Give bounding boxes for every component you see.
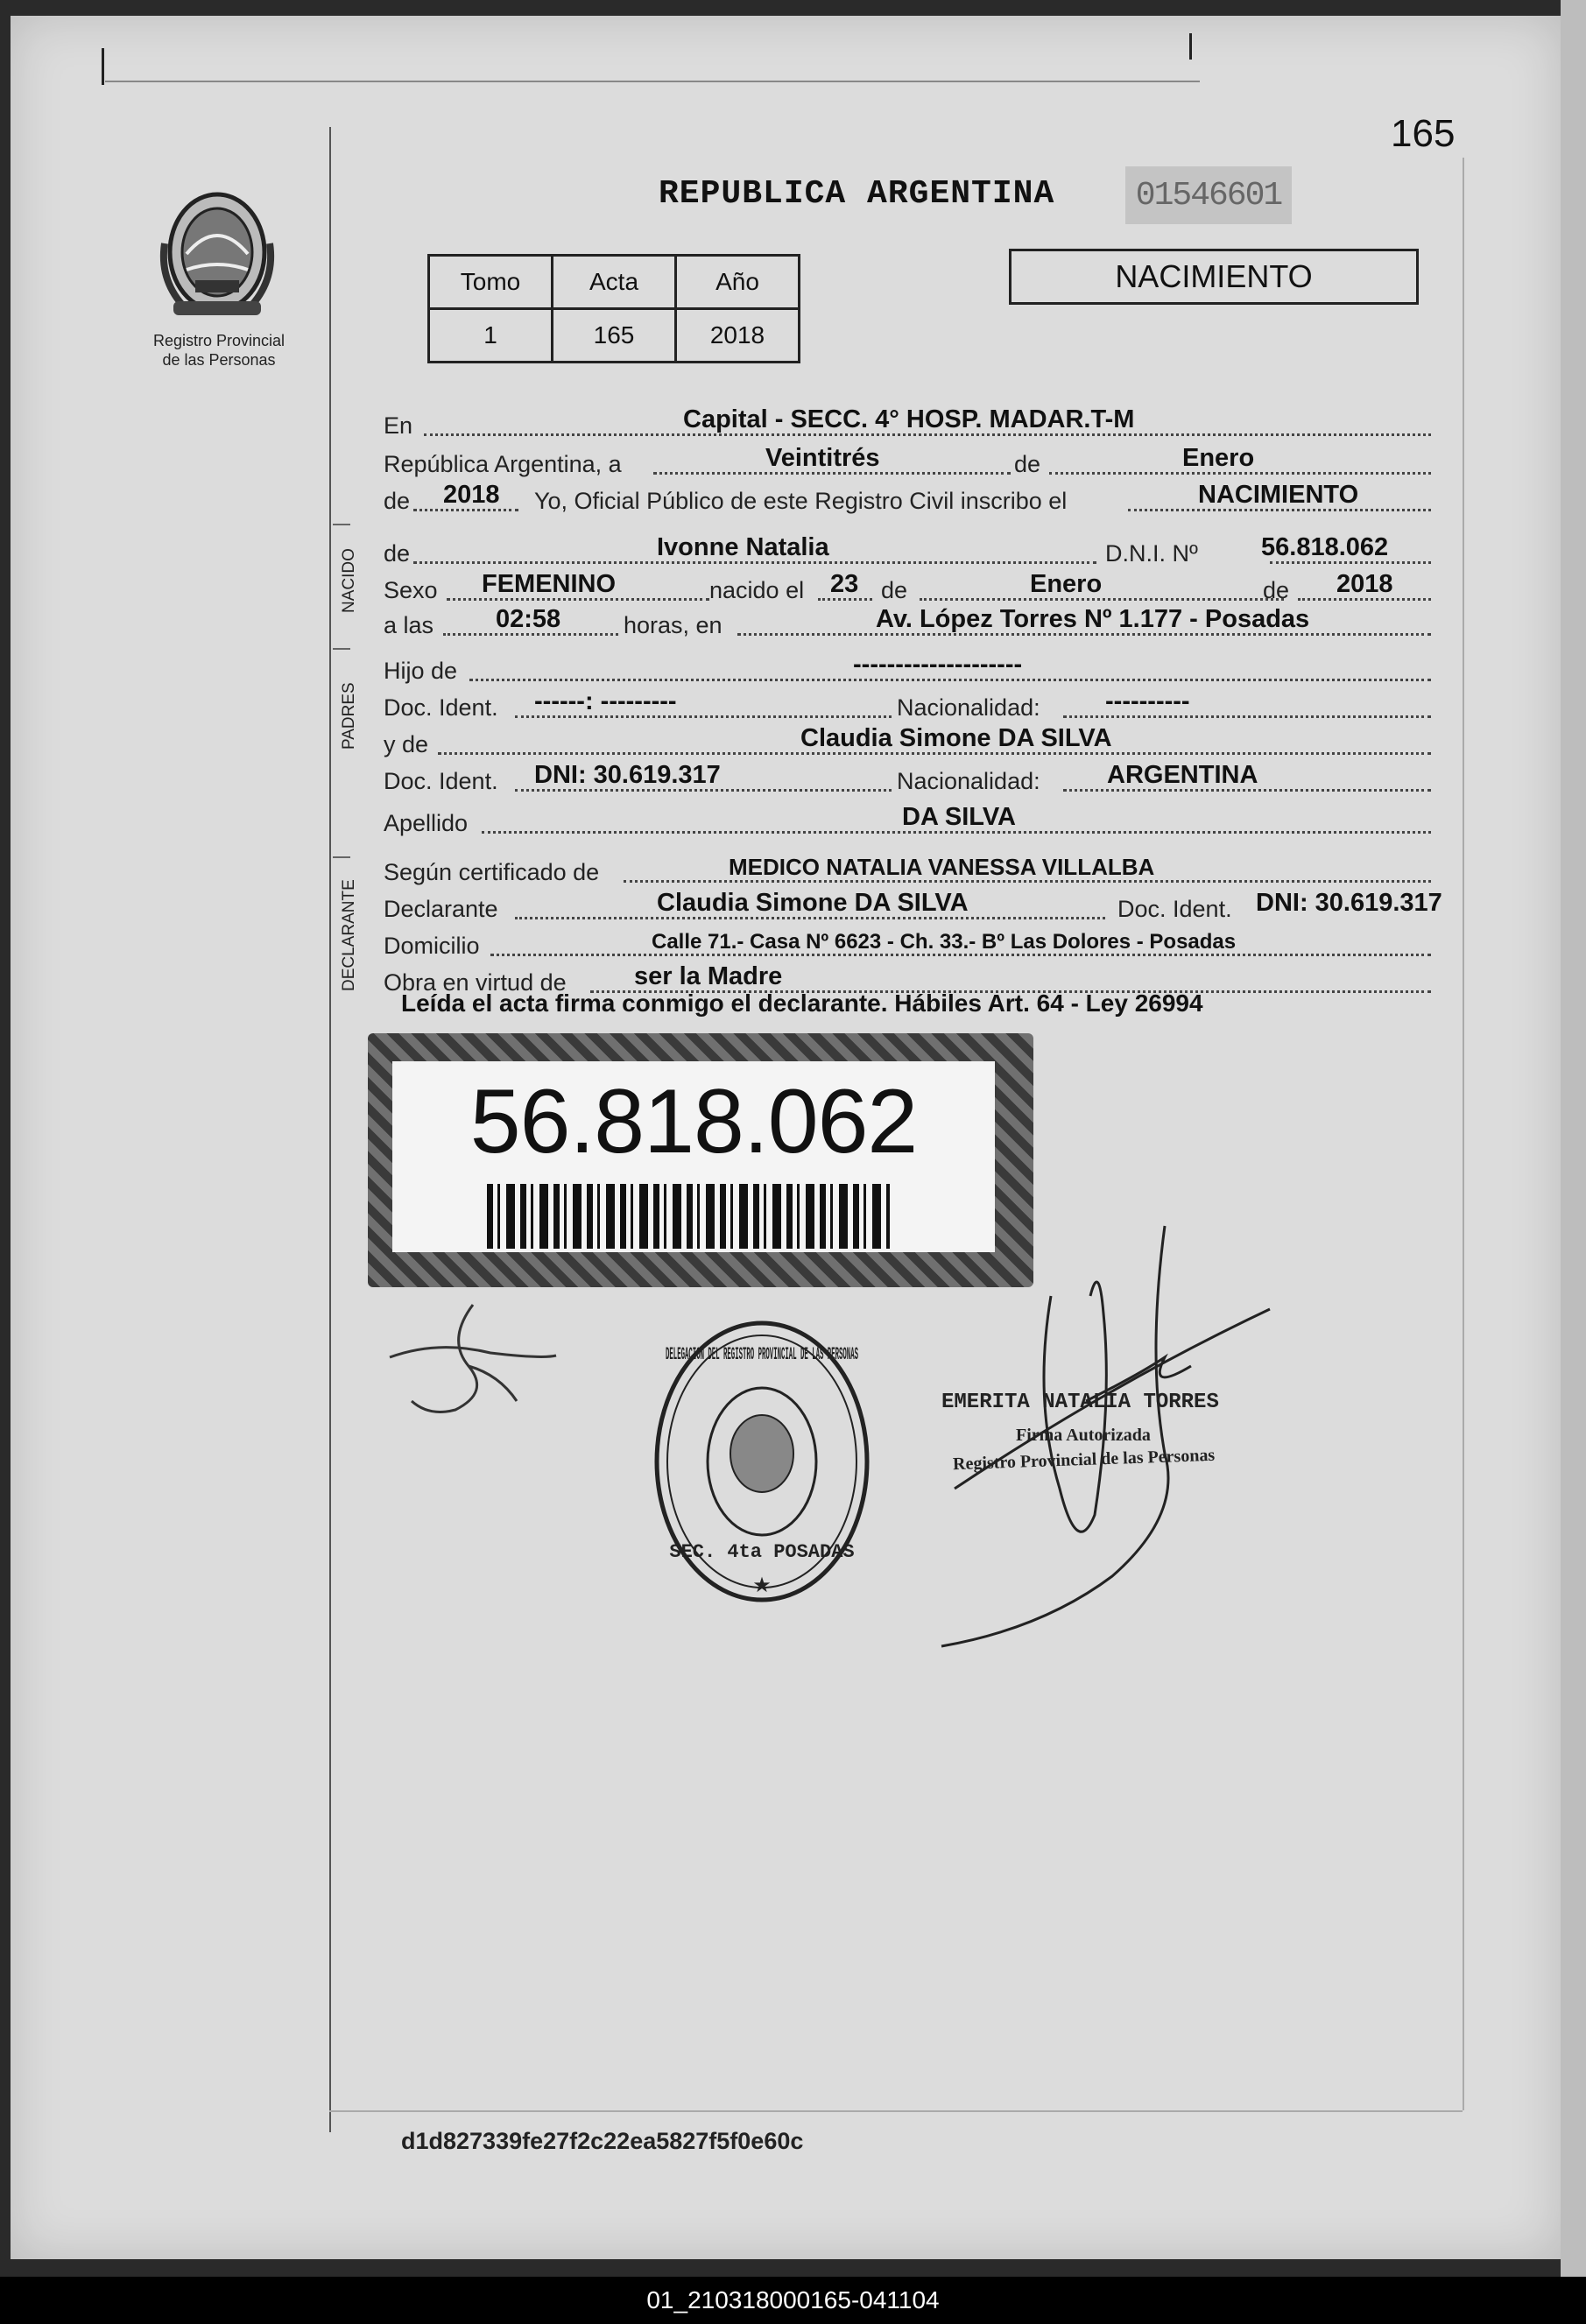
label-dni: D.N.I. Nº [1105, 540, 1198, 567]
label-oficial: Yo, Oficial Público de este Registro Civil inscribo el [534, 488, 1068, 514]
file-name-footer: 01_210318000165-041104 [0, 2277, 1586, 2324]
header-acta: Acta [553, 256, 676, 309]
value-anio: 2018 [676, 309, 800, 363]
value-dni: 56.818.062 [1261, 533, 1389, 561]
label-de3: de [384, 540, 411, 567]
value-madre: Claudia Simone DA SILVA [800, 724, 1112, 752]
row-oficial [384, 476, 1443, 515]
side-label-declarante: DECLARANTE [340, 879, 358, 991]
seal-outer-text: DELEGACION DEL REGISTRO PROVINCIAL DE LAS PERSONAS [666, 1345, 858, 1365]
bottom-rule [329, 2110, 1463, 2112]
record-table-header-row [429, 256, 800, 309]
value-doc2: DNI: 30.619.317 [534, 761, 721, 789]
side-label-nacido: NACIDO [340, 548, 358, 613]
top-mark-right [1189, 33, 1192, 60]
row-sexo [384, 566, 1443, 604]
label-doc2: Doc. Ident. [384, 768, 498, 794]
right-margin-line [1463, 158, 1464, 2110]
row-domicilio [384, 921, 1443, 960]
value-dia: Veintitrés [765, 444, 880, 472]
row-en [384, 401, 1443, 440]
left-margin-line [329, 127, 331, 2132]
label-doc3: Doc. Ident. [1117, 896, 1232, 922]
registry-line-2: de las Personas [162, 351, 276, 369]
label-declarante: Declarante [384, 896, 498, 922]
row-republica [384, 440, 1443, 478]
row-doc-madre [384, 757, 1443, 795]
value-domicilio: Calle 71.- Casa Nº 6623 - Ch. 33.- Bº Las Dolores - Posadas [652, 930, 1237, 954]
registry-line-1: Registro Provincial [152, 332, 285, 349]
seal-star-icon: ★ [752, 1574, 772, 1597]
row-declarante [384, 884, 1443, 923]
row-madre [384, 720, 1443, 758]
label-hijo: Hijo de [384, 658, 458, 684]
section-divider-2 [333, 648, 350, 650]
value-certificado: MEDICO NATALIA VANESSA VILLALBA [729, 854, 1155, 880]
value-anio: 2018 [443, 481, 500, 509]
row-hora [384, 601, 1443, 639]
value-lugar: Av. López Torres Nº 1.177 - Posadas [876, 605, 1310, 633]
barcode-icon [487, 1184, 890, 1249]
page-number: 165 [1391, 112, 1456, 155]
closing-statement: Leída el acta firma conmigo el declarante. Hábiles Art. 64 - Ley 26994 [401, 989, 1203, 1017]
signer-name: EMERITA NATALIA TORRES [941, 1391, 1219, 1414]
value-obra: ser la Madre [634, 962, 783, 990]
value-mes: Enero [1182, 444, 1255, 472]
value-acta: 165 [553, 309, 676, 363]
value-tomo: 1 [429, 309, 553, 363]
value-hijo: -------------------- [853, 651, 1023, 679]
document-hash: d1d827339fe27f2c22ea5827f5f0e60c [401, 2128, 804, 2154]
dni-sticker [368, 1033, 1033, 1287]
row-certificado [384, 848, 1443, 886]
row-nombre [384, 529, 1443, 567]
header-anio: Año [676, 256, 800, 309]
seal-inner-text: SEC. 4ta POSADAS [669, 1541, 855, 1563]
document-title: REPUBLICA ARGENTINA [659, 175, 1055, 213]
row-apellido [384, 799, 1443, 837]
row-hijo [384, 646, 1443, 685]
side-label-padres: PADRES [340, 682, 358, 750]
label-doc1: Doc. Ident. [384, 694, 498, 721]
value-inscripcion: NACIMIENTO [1198, 481, 1359, 509]
record-type-box: NACIMIENTO [1009, 249, 1419, 305]
label-certificado: Según certificado de [384, 859, 600, 885]
value-hora: 02:58 [496, 605, 561, 633]
row-doc-padre [384, 683, 1443, 722]
value-nac-mes: Enero [1030, 570, 1103, 598]
value-doc1: ------: --------- [534, 687, 677, 715]
section-divider-3 [333, 856, 350, 858]
header-tomo: Tomo [429, 256, 553, 309]
value-nac-anio: 2018 [1336, 570, 1393, 598]
top-mark-left [102, 48, 104, 85]
value-en: Capital - SECC. 4° HOSP. MADAR.T-M [683, 405, 1135, 433]
label-alas: a las [384, 612, 434, 638]
value-apellido: DA SILVA [902, 803, 1016, 831]
dni-sticker-label [392, 1061, 995, 1252]
label-yde: y de [384, 731, 429, 757]
label-de: de [1014, 451, 1041, 477]
official-signature-flourish [385, 1305, 560, 1419]
label-de4: de [881, 577, 908, 603]
registry-name [131, 331, 307, 370]
page-edge [1561, 0, 1586, 2277]
value-doc3: DNI: 30.619.317 [1256, 889, 1442, 917]
label-domicilio: Domicilio [384, 933, 480, 959]
serial-number: 01546601 [1125, 166, 1292, 224]
dni-sticker-number: 56.818.062 [469, 1071, 918, 1173]
label-de5: de [1263, 577, 1290, 603]
label-nacido: nacido el [709, 577, 805, 603]
label-sexo: Sexo [384, 577, 438, 603]
top-rule [105, 81, 1200, 82]
label-republica: República Argentina, a [384, 451, 622, 477]
label-nac2: Nacionalidad: [897, 768, 1040, 794]
official-seal-stamp [648, 1313, 876, 1609]
value-nac-dia: 23 [830, 570, 859, 598]
value-nac1: ---------- [1105, 687, 1190, 715]
province-coat-of-arms-logo [156, 182, 278, 322]
label-en: En [384, 412, 413, 439]
value-declarante: Claudia Simone DA SILVA [657, 889, 969, 917]
record-table [427, 254, 800, 363]
label-horas: horas, en [624, 612, 723, 638]
section-divider-1 [333, 524, 350, 525]
value-nombre: Ivonne Natalia [657, 533, 829, 561]
signer-role: Firma Autorizada [1016, 1426, 1151, 1445]
value-sexo: FEMENINO [482, 570, 617, 598]
label-obra: Obra en virtud de [384, 969, 567, 996]
label-de2: de [384, 488, 411, 514]
label-nac1: Nacionalidad: [897, 694, 1040, 721]
label-apellido: Apellido [384, 810, 469, 836]
record-table-value-row [429, 309, 800, 363]
signer-organization: Registro Provincial de las Personas [952, 1445, 1216, 1475]
value-nac2: ARGENTINA [1107, 761, 1258, 789]
